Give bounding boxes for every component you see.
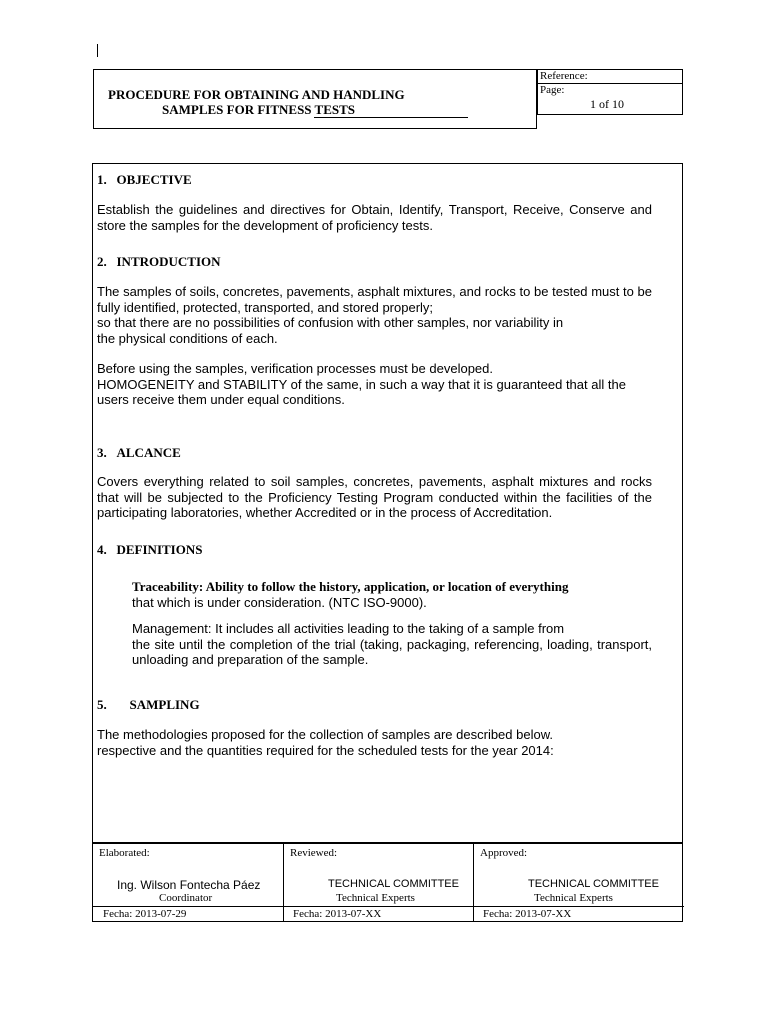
section-title: OBJECTIVE [116, 172, 192, 187]
section-heading-sampling [97, 697, 200, 713]
reference-row [538, 70, 682, 84]
section-title: INTRODUCTION [116, 254, 221, 269]
definition-text: that which is under consideration. (NTC ISO-9000). [132, 594, 427, 610]
approver-role: Technical Experts [534, 892, 613, 904]
definition-item-traceability [132, 579, 652, 610]
section-number: 3. [97, 445, 107, 460]
introduction-line: Before using the samples, verification processes must be developed. [97, 361, 493, 376]
introduction-paragraph-1 [97, 284, 652, 346]
text-cursor-mark [97, 44, 98, 57]
section-heading-objective [97, 172, 192, 188]
page-label: Page: [540, 84, 565, 96]
section-title: SAMPLING [129, 697, 200, 712]
reference-box [537, 69, 683, 115]
introduction-line: HOMOGENEITY and STABILITY of the same, in such a way that it is guaranteed that all the users receive them under equal conditions. [97, 376, 626, 407]
approval-label: Approved: [480, 847, 528, 859]
definition-text: the site until the completion of the trial (taking, packaging, referencing, loading, transport, unloading and preparation of the sample. [132, 636, 652, 667]
date-elaborated: Fecha: 2013-07-29 [103, 908, 187, 920]
date-reviewed: Fecha: 2013-07-XX [293, 908, 382, 920]
sampling-line: respective and the quantities required for the scheduled tests for the year 2014: [97, 742, 554, 758]
approver-name: Ing. Wilson Fontecha Páez [117, 878, 261, 892]
reference-label: Reference: [540, 70, 588, 82]
introduction-line: the physical conditions of each. [97, 330, 278, 346]
approval-table [92, 843, 683, 922]
main-content-box [92, 163, 683, 843]
definition-text: Management: It includes all activities leading to the taking of a sample from [132, 621, 565, 636]
approver-name: TECHNICAL COMMITTEE [328, 878, 459, 890]
approval-label: Reviewed: [290, 847, 338, 859]
sampling-line: The methodologies proposed for the collection of samples are described below. [97, 727, 553, 742]
definition-item-management [132, 621, 652, 668]
date-approved: Fecha: 2013-07-XX [483, 908, 572, 920]
introduction-line: The samples of soils, concretes, pavements, asphalt mixtures, and rocks to be tested must to be fully identified, protected, transported, and stored properly; [97, 284, 652, 315]
section-heading-definitions [97, 542, 202, 558]
scope-text: Covers everything related to soil samples, concretes, pavements, asphalt mixtures and rocks that will be subjected to the Proficiency Testing Program conducted within the facilities of the participating laboratories, whether Accredited or in the process of Accreditation. [97, 474, 652, 520]
sampling-text [97, 727, 652, 758]
section-number: 2. [97, 254, 107, 269]
section-title: ALCANCE [116, 445, 181, 460]
document-title-line1: PROCEDURE FOR OBTAINING AND HANDLING [108, 87, 405, 102]
objective-text: Establish the guidelines and directives for Obtain, Identify, Transport, Receive, Conserve and store the samples for the development of proficiency tests. [97, 202, 652, 233]
document-title-box [93, 69, 537, 129]
title-underline [314, 117, 468, 118]
section-number: 1. [97, 172, 107, 187]
approver-role: Technical Experts [336, 892, 415, 904]
section-heading-introduction [97, 254, 221, 270]
section-number: 4. [97, 542, 107, 557]
introduction-paragraph-2 [97, 361, 652, 408]
document-title-line2: SAMPLES FOR FITNESS TESTS [162, 102, 356, 117]
page-number: 1 of 10 [590, 97, 624, 111]
section-heading-scope [97, 445, 181, 461]
approver-role: Coordinator [159, 892, 213, 904]
section-number: 5. [97, 697, 107, 712]
definition-term: Traceability: Ability to follow the history, application, or location of everything [132, 579, 569, 594]
section-title: DEFINITIONS [116, 542, 203, 557]
introduction-line: so that there are no possibilities of confusion with other samples, nor variability in [97, 315, 564, 330]
date-row-divider [93, 906, 684, 907]
approver-name: TECHNICAL COMMITTEE [528, 878, 659, 890]
approval-label: Elaborated: [99, 847, 150, 859]
